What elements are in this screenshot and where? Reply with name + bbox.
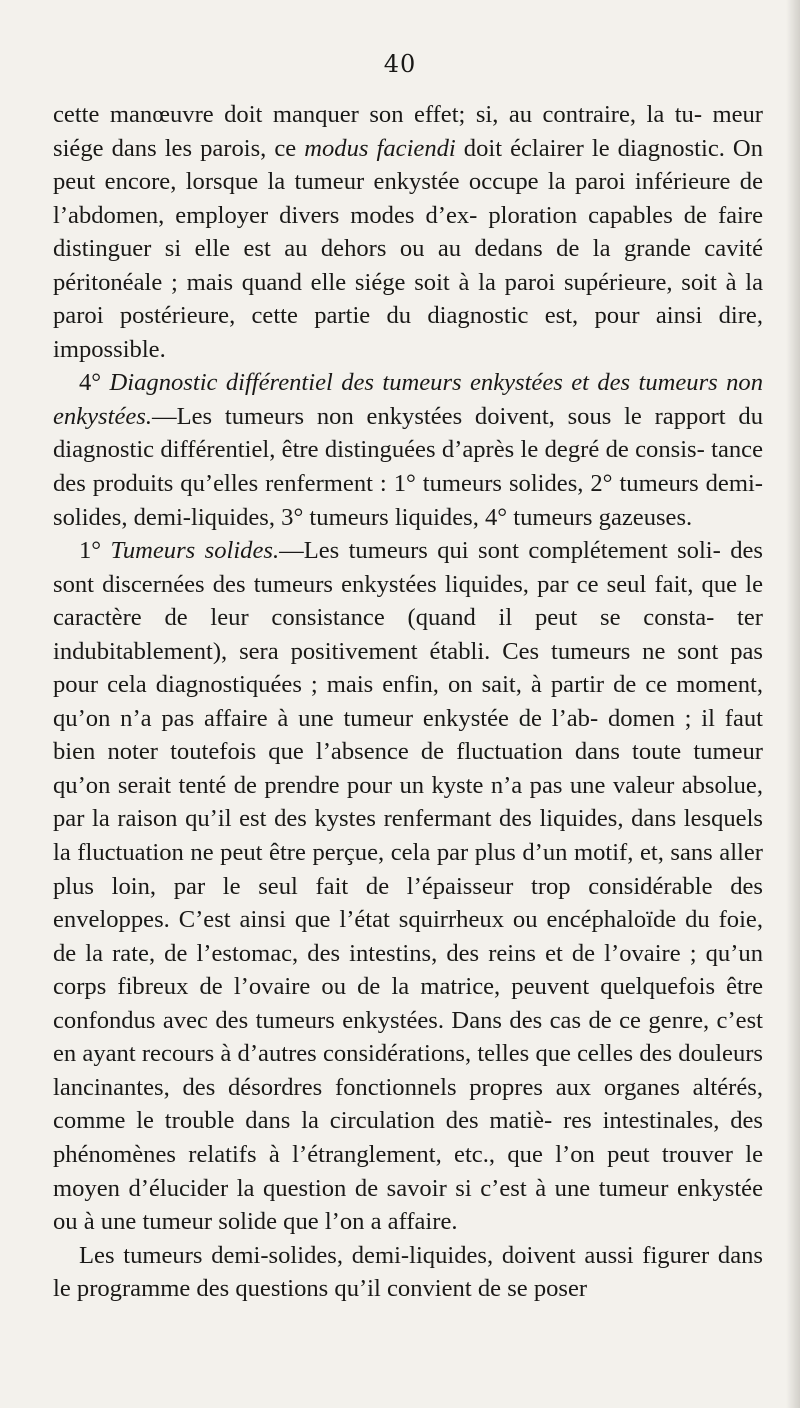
- page-edge-shadow: [786, 0, 800, 1408]
- text-run: —Les tumeurs qui sont complétement soli- des sont discernées des tumeurs enkystées liquides, par ce seul fait, que le caractère de leur consistance (quand il peut se consta- ter indubitablement), sera positivement établi. Ces tumeurs ne sont pas pour cela diagnostiquées ; mais enfin, on sait, à partir de ce moment, qu’on n’a pas affaire à une tumeur enkystée de l’ab- domen ; il faut bien noter toutefois que l’absence de fluctuation dans toute tumeur qu’on serait tenté de prendre pour un kyste n’a pas une valeur absolue, par la raison qu’il est des kystes renfermant des liquides, dans lesquels la fluctuation ne peut être perçue, cela par plus d’un motif, et, sans aller plus loin, par le seul fait de l’épaisseur trop considérable des enveloppes. C’est ainsi que l’état squirrheux ou encéphaloïde du foie, de la rate, de l’estomac, des intestins, des reins et de l’ovaire ; qu’un corps fibreux de l’ovaire ou de la matrice, peuvent quelquefois être confondus avec des tumeurs enkystées. Dans des cas de ce genre, c’est en ayant recours à d’autres considérations, telles que celles des douleurs lancinantes, des désordres fonctionnels propres aux organes altérés, comme le trouble dans la circulation des matiè- res intestinales, des phénomènes relatifs à l’étranglement, etc., que l’on peut trouver le moyen d’élucider la question de savoir si c’est à une tumeur enkystée ou à une tumeur solide que l’on a affaire.: [53, 537, 763, 1236]
- page-number: 40: [383, 50, 417, 78]
- paragraph-tumeurs-solides: [53, 534, 763, 1238]
- paragraph-section-4: [53, 366, 763, 534]
- text-run: doit éclairer le diagnostic. On peut encore, lorsque la tumeur enkystée occupe la paroi inférieure de l’abdomen, employer divers modes d’ex- ploration capables de faire distinguer si elle est au dehors ou au dedans de la grande cavité péritonéale ; mais quand elle siége soit à la paroi supérieure, soit à la paroi postérieure, cette partie du diagnostic est, pour ainsi dire, impossible.: [53, 134, 763, 363]
- paragraph-demi-solides: [53, 1239, 763, 1306]
- latin-phrase: modus faciendi: [304, 134, 456, 162]
- section-heading: Diagnostic différentiel des tumeurs enkystées et des tumeurs non enkystées.: [53, 369, 764, 430]
- item-heading: Tumeurs solides.: [110, 537, 280, 565]
- body-text: [53, 98, 763, 1306]
- text-run: cette manœuvre doit manquer son effet; si, au contraire, la tu- meur siége dans les parois, ce: [53, 101, 763, 162]
- section-number: 4°: [79, 369, 110, 397]
- paragraph-continuation: [53, 98, 763, 366]
- item-number: 1°: [79, 537, 111, 565]
- text-run: —Les tumeurs non enkystées doivent, sous le rapport du diagnostic différentiel, être distinguées d’après le degré de consis- tance des produits qu’elles renferment : 1° tumeurs solides, 2° tumeurs demi-solides, demi-liquides, 3° tumeurs liquides, 4° tumeurs gazeuses.: [53, 402, 763, 531]
- text-run: Les tumeurs demi-solides, demi-liquides, doivent aussi figurer dans le programme des questions qu’il convient de se poser: [53, 1241, 763, 1303]
